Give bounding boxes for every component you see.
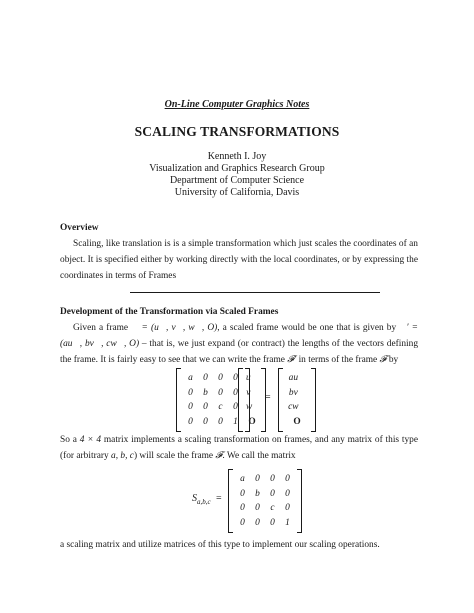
p1-frame: 𝓕 [379, 355, 387, 366]
overview-text: Scaling, like translation is is a simple transformation which just scales the coordinates of an object. It is specified either by working directly with the local coordinates, or by expressing the coordinates in terms of Frames [60, 239, 418, 282]
bracket-right [311, 368, 316, 432]
matrix-entry: 0 [203, 373, 208, 383]
p2-matrix-size: 4 × 4 [79, 435, 102, 445]
matrix-entry: 0 [218, 387, 223, 398]
matrix-entry: 0 [255, 503, 260, 513]
development-paragraph-1 [60, 320, 418, 369]
page-title: SCALING TRANSFORMATIONS [134, 124, 340, 139]
scaling-matrix-label [192, 493, 211, 506]
p2-text-a: So a [60, 435, 80, 445]
matrix-entry: 1 [233, 416, 238, 427]
matrix-entry: 0 [255, 474, 260, 484]
matrix-entry: 0 [285, 488, 290, 499]
matrix-entry: b [255, 488, 260, 499]
vector-entry: w⃗ [246, 402, 260, 412]
matrix-entry: 0 [233, 387, 238, 398]
matrix-entry: c [218, 402, 223, 412]
matrix-entry: 0 [188, 402, 193, 412]
vector-entry: v⃗ [246, 387, 258, 398]
matrix-entry: 0 [285, 474, 290, 484]
author-university: University of California, Davis [174, 187, 300, 198]
development-paragraph-3: a scaling matrix and utilize matrices of this type to implement our scaling operations. [60, 540, 380, 550]
vector-entry: u⃗ [246, 373, 258, 383]
matrix-entry: 0 [233, 402, 238, 412]
matrix-entry: 0 [255, 517, 260, 528]
series-title: On-Line Computer Graphics Notes [164, 99, 310, 110]
p1-text-b: , a scaled frame would be one that is given by [217, 323, 400, 333]
p2-text-c: ) will scale the frame [133, 451, 216, 462]
matrix-entry: 0 [240, 503, 245, 513]
matrix-entries [233, 469, 297, 533]
matrix-entry: 0 [285, 503, 290, 513]
p1-frame-prime: 𝓕′ [287, 355, 297, 366]
matrix-entry: 0 [203, 416, 208, 427]
scaling-matrix-2 [228, 469, 302, 533]
frame-vector-entries [243, 368, 261, 432]
vector-entry: bv⃗ [288, 387, 306, 398]
matrix-entry: c [270, 503, 275, 513]
frame-vector [238, 368, 266, 432]
matrix-entry: 1 [285, 517, 290, 528]
matrix-entry: 0 [218, 416, 223, 427]
p2-text-d: . We call the matrix [222, 451, 296, 462]
p1-text-d: in terms of the frame [296, 355, 380, 366]
equals-sign-2: = [216, 493, 222, 504]
vector-entry: O [248, 416, 256, 427]
matrix-entry: 0 [270, 517, 275, 528]
matrix-entry: 0 [203, 402, 208, 412]
matrix-entry: a [240, 474, 245, 484]
matrix-entry: 0 [240, 517, 245, 528]
matrix-entry: 0 [270, 488, 275, 499]
p1-text-e: by [386, 355, 399, 366]
p2-abc: a, b, c [111, 451, 134, 462]
bracket-right [297, 469, 302, 533]
vector-entry: cw⃗ [288, 402, 306, 412]
vector-entry: O [293, 416, 301, 427]
p1-scaled-frame-expr: 𝓕′ = (au⃗, bv⃗, cw⃗, O) [60, 323, 418, 350]
author-name: Kenneth I. Joy [207, 151, 267, 162]
section-divider [130, 292, 380, 293]
equals-sign: = [265, 392, 271, 403]
p1-frame-expr: 𝓕 = (u⃗, v⃗, w⃗, O) [131, 323, 218, 333]
matrix-entry: 0 [233, 373, 238, 383]
matrix-entry: 0 [188, 416, 193, 427]
author-group: Visualization and Graphics Research Group [149, 163, 325, 174]
overview-heading: Overview [60, 223, 99, 233]
matrix-entry: 0 [218, 373, 223, 383]
p1-text-a: Given a frame [73, 323, 132, 333]
p2-frame: 𝓕 [215, 451, 223, 462]
matrix-entry: 0 [270, 474, 275, 484]
development-paragraph-2 [60, 432, 418, 464]
development-heading: Development of the Transformation via Scaled Frames [60, 307, 279, 317]
matrix-subscript: a,b,c [197, 498, 211, 506]
matrix-entry: b [203, 387, 208, 398]
p1-text-c: – that is, we just expand (or contract) the lengths of the vectors defining the frame. It is fairly easy to see that we can write the frame [60, 339, 419, 366]
matrix-entries [181, 368, 245, 432]
overview-paragraph [60, 236, 418, 285]
matrix-entry: 0 [188, 387, 193, 398]
author-department: Department of Computer Science [169, 175, 305, 186]
p2-text-b: matrix implements a scaling transformation on frames, and any matrix of this type (for arbitrary [60, 435, 419, 462]
matrix-entry: 0 [240, 488, 245, 499]
matrix-symbol: S [192, 493, 197, 504]
matrix-entry: a [188, 373, 193, 383]
scaled-frame-vector [278, 368, 316, 432]
scaled-frame-vector-entries [283, 368, 311, 432]
vector-entry: au⃗ [288, 373, 306, 383]
